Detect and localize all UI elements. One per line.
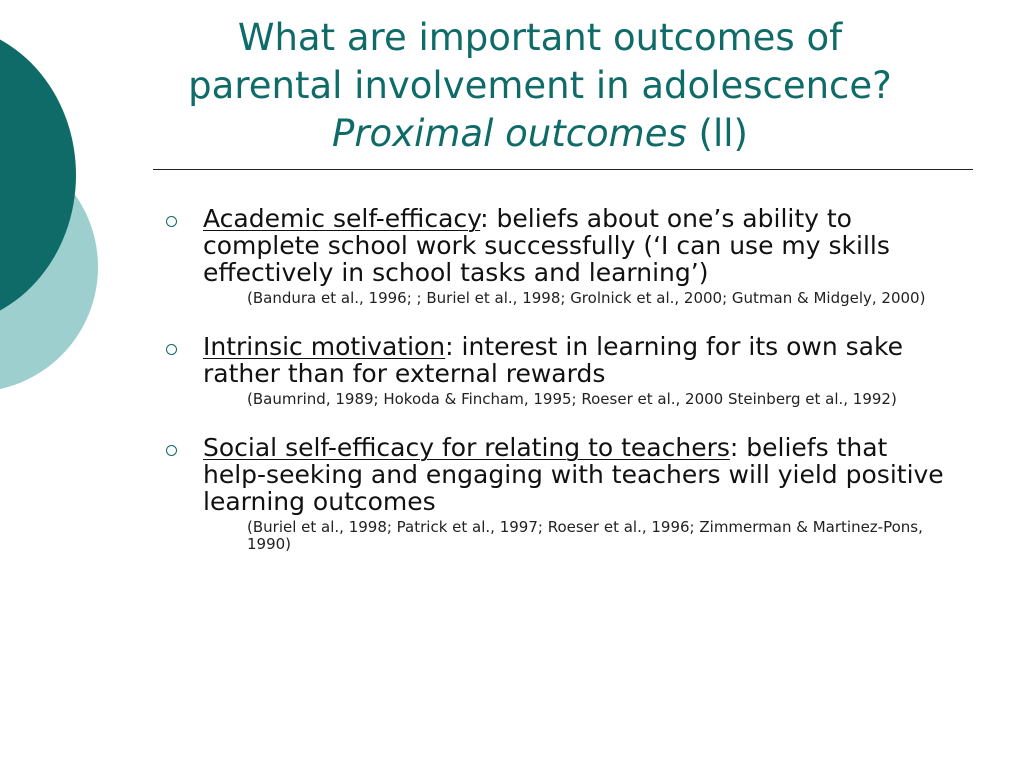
title-suffix: (ll) [698, 112, 748, 155]
slide-title [140, 14, 940, 158]
bullet-term: Academic self-efficacy [203, 204, 481, 233]
bullet-description: : beliefs about one’s ability to complete school work successfully (‘I can use my skills effectively in school tasks and learning’) [203, 204, 890, 287]
hollow-circle-bullet-icon [166, 216, 177, 227]
bullet-term: Intrinsic motivation [203, 332, 446, 361]
bullet-text [203, 333, 953, 387]
hollow-circle-bullet-icon [166, 445, 177, 456]
bullet-term: Social self-efficacy for relating to teachers [203, 433, 730, 462]
title-line-2: parental involvement in adolescence? [188, 64, 892, 107]
bullet-citation: (Buriel et al., 1998; Patrick et al., 1997; Roeser et al., 1996; Zimmerman & Martinez-Pons, 1990) [247, 518, 923, 553]
list-item [163, 434, 953, 553]
list-item [163, 333, 953, 408]
bullet-description: : interest in learning for its own sake rather than for external rewards [203, 332, 903, 388]
bullet-text [203, 434, 953, 515]
bullet-description: : beliefs that help-seeking and engaging with teachers will yield positive learning outcomes [203, 433, 944, 516]
hollow-circle-bullet-icon [166, 344, 177, 355]
title-line-3 [140, 110, 940, 158]
bullet-citation: (Bandura et al., 1996; ; Buriel et al., 1998; Grolnick et al., 2000; Gutman & Midgely, 2000) [247, 289, 926, 307]
bullet-citation: (Baumrind, 1989; Hokoda & Fincham, 1995; Roeser et al., 2000 Steinberg et al., 1992) [247, 390, 897, 408]
list-item [163, 205, 953, 307]
bullet-list [163, 205, 953, 565]
title-divider [153, 169, 973, 170]
title-line-1: What are important outcomes of [237, 16, 843, 59]
title-italic-part: Proximal outcomes [332, 112, 687, 155]
bullet-text [203, 205, 953, 286]
